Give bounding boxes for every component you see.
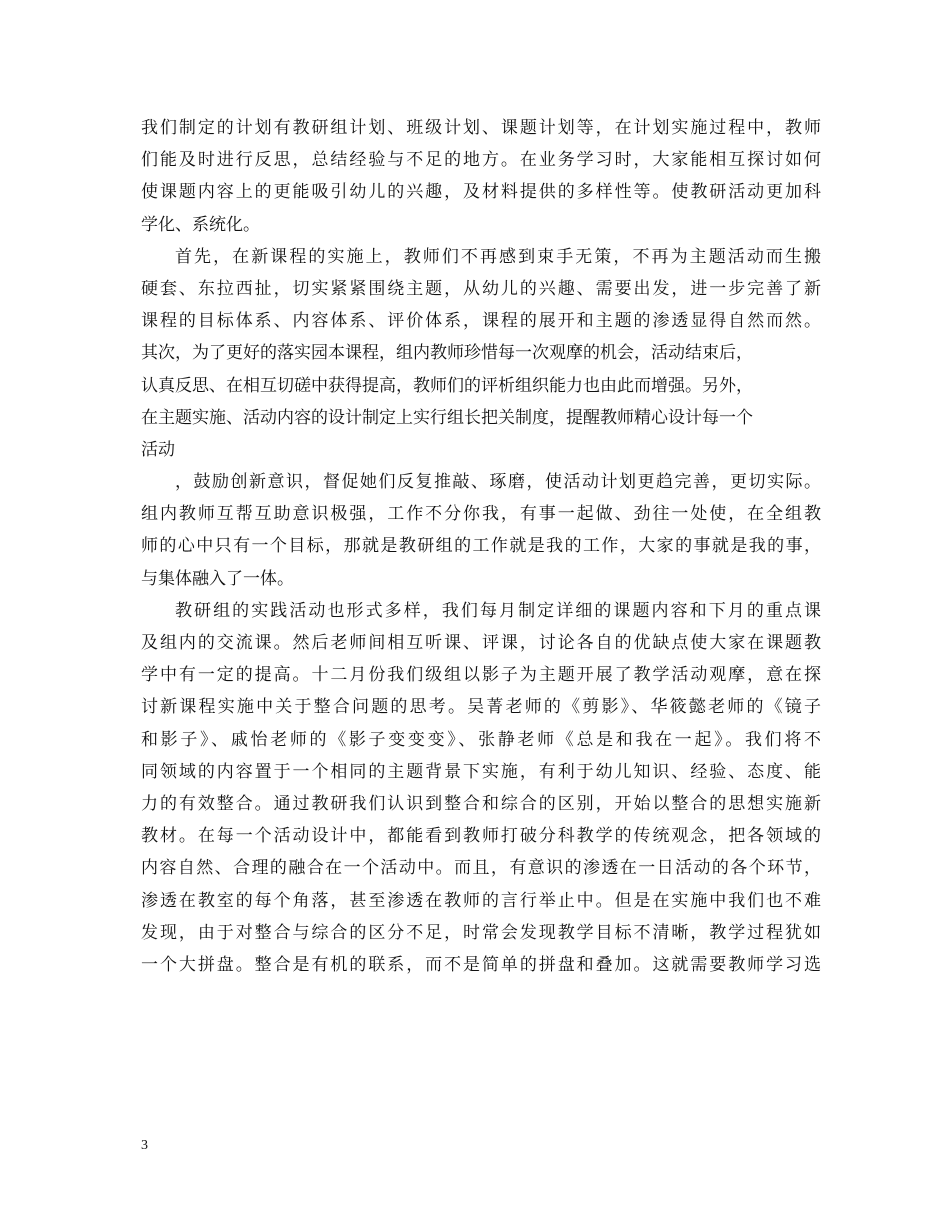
text-line: 师的心中只有一个目标，那就是教研组的工作就是我的工作，大家的事就是我的事， [141, 536, 821, 557]
text-line: 教材。在每一个活动设计中，都能看到教师打破分科教学的传统观念，把各领域的 [141, 826, 821, 847]
text-line: 和影子》、戚怡老师的《影子变变变》、张静老师《总是和我在一起》。我们将不 [141, 729, 821, 750]
text-line: 组内教师互帮互助意识极强，工作不分你我，有事一起做、劲往一处使，在全组教 [141, 504, 821, 525]
text-line: 内容自然、合理的融合在一个活动中。而且，有意识的渗透在一日活动的各个环节， [141, 858, 821, 879]
text-line: 力的有效整合。通过教研我们认识到整合和综合的区别，开始以整合的思想实施新 [141, 793, 821, 814]
text-line: 认真反思、在相互切磋中获得提高，教师们的评析组织能力也由此而增强。另外， [141, 375, 753, 396]
text-line: 课程的目标体系、内容体系、评价体系，课程的展开和主题的渗透显得自然而然。 [141, 311, 821, 332]
page-number: 3 [141, 1138, 148, 1153]
text-line: 讨新课程实施中关于整合问题的思考。吴菁老师的《剪影》、华筱懿老师的《镜子 [141, 697, 821, 718]
text-line: 一个大拼盘。整合是有机的联系，而不是简单的拼盘和叠加。这就需要教师学习选 [141, 954, 821, 975]
text-line: 在主题实施、活动内容的设计制定上实行组长把关制度，提醒教师精心设计每一个 [141, 407, 753, 428]
text-line: 学中有一定的提高。十二月份我们级组以影子为主题开展了教学活动观摩，意在探 [141, 665, 821, 686]
text-line: ，鼓励创新意识，督促她们反复推敲、琢磨，使活动计划更趋完善，更切实际。 [175, 472, 821, 493]
text-line: 教研组的实践活动也形式多样，我们每月制定详细的课题内容和下月的重点课 [175, 600, 821, 621]
text-line: 渗透在教室的每个角落，甚至渗透在教师的言行举止中。但是在实施中我们也不难 [141, 890, 821, 911]
text-line: 及组内的交流课。然后老师间相互听课、评课，讨论各自的优缺点使大家在课题教 [141, 633, 821, 653]
text-line: 发现，由于对整合与综合的区分不足，时常会发现教学目标不清晰，教学过程犹如 [141, 922, 821, 943]
document-body [141, 112, 821, 981]
text-line: 们能及时进行反思，总结经验与不足的地方。在业务学习时，大家能相互探讨如何 [141, 150, 821, 171]
text-line: 活动 [141, 439, 175, 460]
text-line: 我们制定的计划有教研组计划、班级计划、课题计划等，在计划实施过程中，教师 [141, 118, 821, 138]
text-line: 硬套、东拉西扯，切实紧紧围绕主题，从幼儿的兴趣、需要出发，进一步完善了新 [141, 278, 821, 299]
text-line: 其次，为了更好的落实园本课程，组内教师珍惜每一次观摩的机会，活动结束后， [141, 343, 753, 364]
text-line: 与集体融入了一体。 [141, 568, 294, 589]
text-line: 首先，在新课程的实施上，教师们不再感到束手无策，不再为主题活动而生搬 [175, 246, 821, 267]
text-line: 同领域的内容置于一个相同的主题背景下实施，有利于幼儿知识、经验、态度、能 [141, 761, 821, 782]
text-line: 使课题内容上的更能吸引幼儿的兴趣，及材料提供的多样性等。使教研活动更加科 [141, 182, 821, 203]
text-line: 学化、系统化。 [141, 214, 260, 235]
